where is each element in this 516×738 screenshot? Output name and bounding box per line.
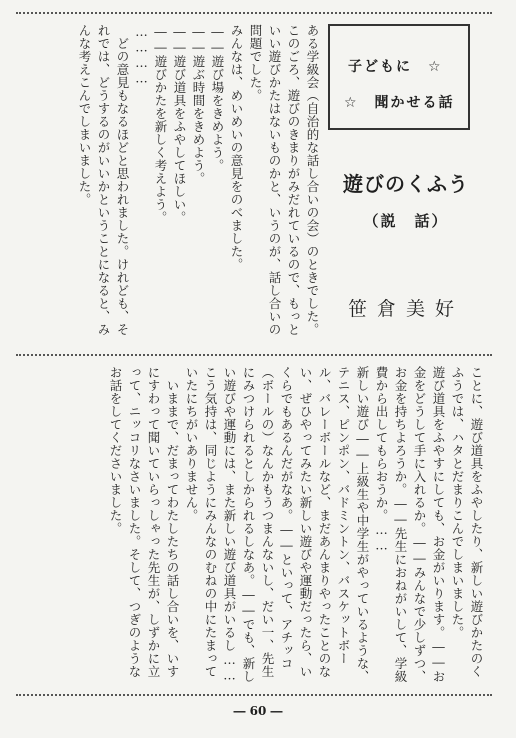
- middle-dotted-rule: [16, 354, 492, 356]
- page-number: ― 60 ―: [233, 704, 283, 718]
- bottom-dotted-rule: [16, 694, 492, 696]
- paragraph: 遊び道具をふやすにしても、お金がいります。――お金をどうして手に入れるか。――みんなで少しずつ、お金を持ちよろうか。――先生におねがいして、学級費から出してもらおうか。……: [374, 366, 446, 683]
- article-subtitle: （説 話）: [363, 212, 449, 230]
- list-item: ――遊び場をきめよう。: [210, 24, 225, 172]
- article-title: 遊びのくふう: [343, 172, 469, 196]
- paragraph: どの意見もなるほどと思われました。けれども、それでは、どうするのがいいかということになると、みんな考えこんでしまいました。: [77, 24, 130, 336]
- paragraph: いままで、だまってわたしたちの話し合いを、いすにすわって聞いていらっしゃった先生が、しずかに立って、ニッコリなさいました。そして、つぎのようなお話をしてくださいました。: [108, 366, 180, 678]
- continuation-text: [66, 366, 486, 684]
- paragraph: みんなは、めいめいの意見をのべました。: [229, 24, 244, 271]
- series-title-box: [328, 24, 470, 130]
- list-item: ――遊びかたを新しく考えよう。: [153, 24, 168, 224]
- list-item: ――遊ぶ時間をきめよう。: [191, 24, 206, 185]
- paragraph: ことに、遊び道具をふやしたり、新しい遊びかたのくふうでは、ハタとだまりこんでしまいました。: [450, 366, 484, 678]
- top-dotted-rule: [16, 12, 492, 14]
- list-item: ――遊び道具をふやしてほしい。: [172, 24, 187, 224]
- paragraph: こう気持は、同じようにみんなのむねの中にたまっていたにちがいありません。: [184, 366, 218, 678]
- opening-text: [60, 24, 322, 342]
- author-name: 笹倉美好: [347, 298, 464, 320]
- paragraph: ある学級会（自治的な話し合いの会）のときでした。: [305, 24, 320, 336]
- series-title-line-2: ☆ 聞かせる話: [344, 95, 455, 111]
- paragraph: 新しい遊び――上級生や中学生がやっているような、テニス、ピンポン、バドミントン、バスケットボール、バレーボールなど、まだあんまりやったことのない、ぜひやってみたい新しい遊びや運動だったら、いくらでもあるんだがなあ。――といって、アチッコ（ボールの）なんかもうつまんないし、だい一、先生にみつけられるとしかられるしなあ。――でも、新しい遊びや運動には、また新しい遊び道具がいるし……: [222, 366, 370, 683]
- series-title-line-1: 子どもに ☆: [348, 59, 443, 75]
- paragraph: このごろ、遊びのきまりがみだれているので、もっといい遊びかたはないものかと、いうのが、話し合いの問題でした。: [248, 24, 301, 336]
- ellipsis-line: …………: [134, 24, 149, 86]
